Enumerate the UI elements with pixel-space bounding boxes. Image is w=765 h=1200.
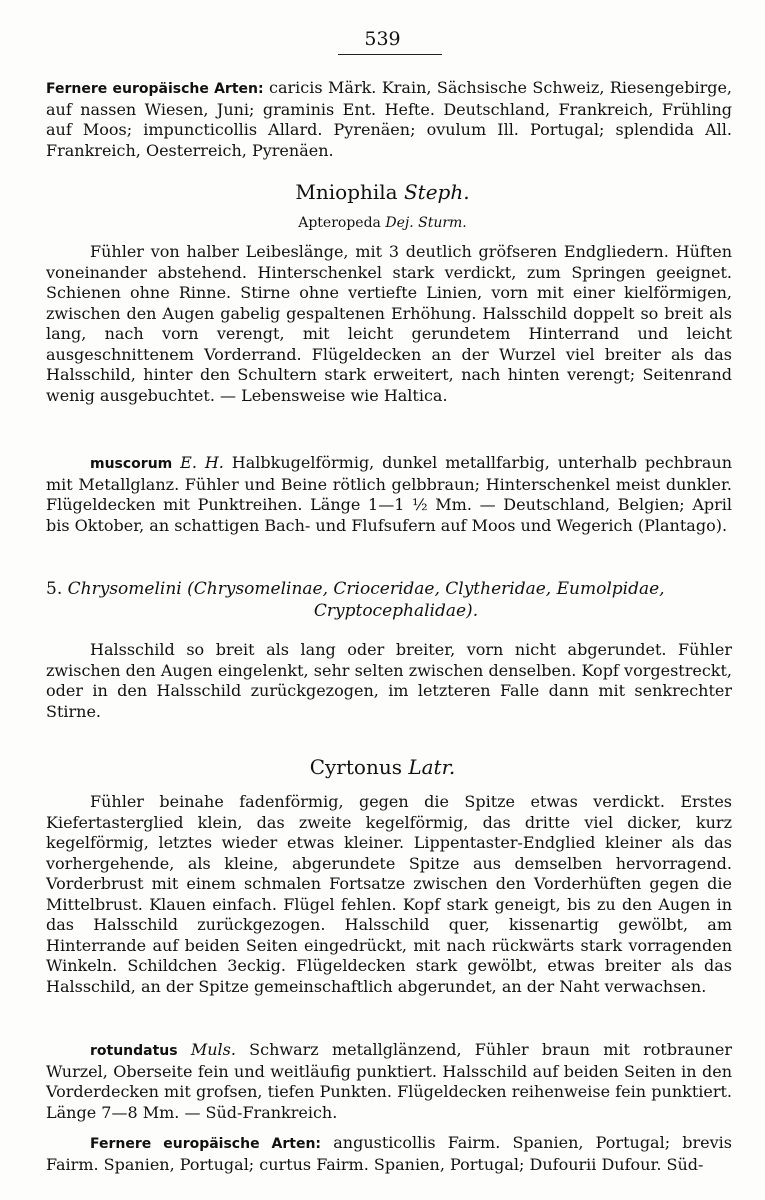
page-number-rule [338,54,442,55]
genus-heading-cyrtonus [0,755,765,779]
intro-text: caricis Märk. Krain, Sächsische Schweiz, Riesengebirge, auf nassen Wiesen, Juni; graminis Ent. Hefte. Deutschland, Frankreich, Frühling auf Moos; impuncticollis Allard. Pyrenäen; ovulum Ill. Portugal; splendida All. Frankreich, Oesterreich, Pyrenäen. [46,78,733,160]
section-subtitle-line2: Cryptocephalidae). [313,601,479,621]
species-text: Halbkugelförmig, dunkel metallfarbig, unterhalb pechbraun mit Metallglanz. Fühler und Beine rötlich gelbbraun; Hinterschenkel meist dunkler. Flügeldecken mit Punktreihen. Länge 1—1 ½ Mm. — Deutschland, Belgien; April bis Oktober, an schattigen Bach- und Flufsufern auf Moos und Wegerich (Plantago). [46,453,733,535]
section-subtitle-line1: (Chrysomelinae, Crioceridae, Clytheridae, Eumolpidae, [187,579,665,599]
other-species-lead: Fernere europäische Arten: [90,1136,322,1152]
synonym-authors: Dej. Sturm. [385,215,467,231]
section-number: 5. [46,579,63,599]
genus-description-cyrtonus: Fühler beinahe fadenförmig, gegen die Spitze etwas verdickt. Erstes Kiefertasterglied klein, das zweite kegelförmig, das dritte viel dicker, kurz kegelförmig, letztes wieder etwas kleiner. Lippentaster-Endglied kleiner als das vorhergehende, als kleine, abgerundete Spitze aus demselben hervorragend. Vorderbrust mit einem schmalen Fortsatze zwischen den Vorderhüften gegen die Mittelbrust. Klauen einfach. Flügel fehlen. Kopf stark geneigt, bis zu den Augen in das Halsschild zurückgezogen. Halsschild quer, kissenartig gewölbt, am Hinterrande auf beiden Seiten eingedrückt, mit nach rückwärts stark vorragenden Winkeln. Schildchen 3eckig. Flügeldecken stark gewölbt, etwas breiter als das Halsschild, an der Spitze gemeinschaftlich abgerundet, an der Naht verwachsen. [46,792,732,996]
page-number: 539 [364,28,401,50]
genus-heading-mniophila [0,180,765,204]
species-entry-rotundatus [46,1040,732,1123]
section-name: Chrysomelini [67,579,182,599]
section-title-chrysomelini [46,578,746,622]
species-author: E. H. [180,453,224,472]
intro-paragraph [46,78,732,161]
genus-synonym [0,215,765,231]
genus-author: Steph. [403,180,470,204]
species-entry-muscorum [46,453,732,536]
species-text: Schwarz metallglänzend, Fühler braun mit rotbrauner Wurzel, Oberseite fein und weitläufig punktiert. Halsschild auf beiden Seiten in den Vorderdecken mit grofsen, tiefen Punkten. Flügeldecken reihenweise fein punktiert. Länge 7—8 Mm. — Süd-Frankreich. [46,1040,732,1122]
genus-author: Latr. [408,755,456,779]
synonym-name: Apteropeda [298,215,381,231]
species-name: muscorum [90,456,173,472]
other-species-text: angusticollis Fairm. Spanien, Portugal; brevis Fairm. Spanien, Portugal; curtus Fairm. Spanien, Portugal; Dufourii Dufour. Süd- [46,1133,733,1174]
genus-name: Cyrtonus [309,755,402,779]
genus-name: Mniophila [295,180,398,204]
genus-description-mniophila: Fühler von halber Leibeslänge, mit 3 deutlich gröfseren Endgliedern. Hüften voneinander abstehend. Hinterschenkel stark verdickt, zum Springen geeignet. Schienen ohne Rinne. Stirne ohne vertiefte Linien, vorn mit einer kielförmigen, zwischen den Augen gabelig gespaltenen Erhöhung. Halsschild doppelt so breit als lang, nach vorn verengt, mit leicht gerundetem Hinterrand und leicht ausgeschnittenem Vorderrand. Flügeldecken an der Wurzel viel breiter als das Halsschild, hinter den Schultern stark erweitert, nach hinten verengt; Seitenrand wenig ausgebuchtet. — Lebensweise wie Haltica. [46,242,732,405]
section-description: Halsschild so breit als lang oder breiter, vorn nicht abgerundet. Fühler zwischen den Augen eingelenkt, sehr selten zwischen denselben. Kopf vorgestreckt, oder in den Halsschild zurückgezogen, im letzteren Falle dann mit senkrechter Stirne. [46,640,732,721]
intro-lead: Fernere europäische Arten: [46,81,264,97]
other-species-paragraph [46,1133,732,1175]
species-name: rotundatus [90,1043,178,1059]
species-author: Muls. [190,1040,236,1059]
